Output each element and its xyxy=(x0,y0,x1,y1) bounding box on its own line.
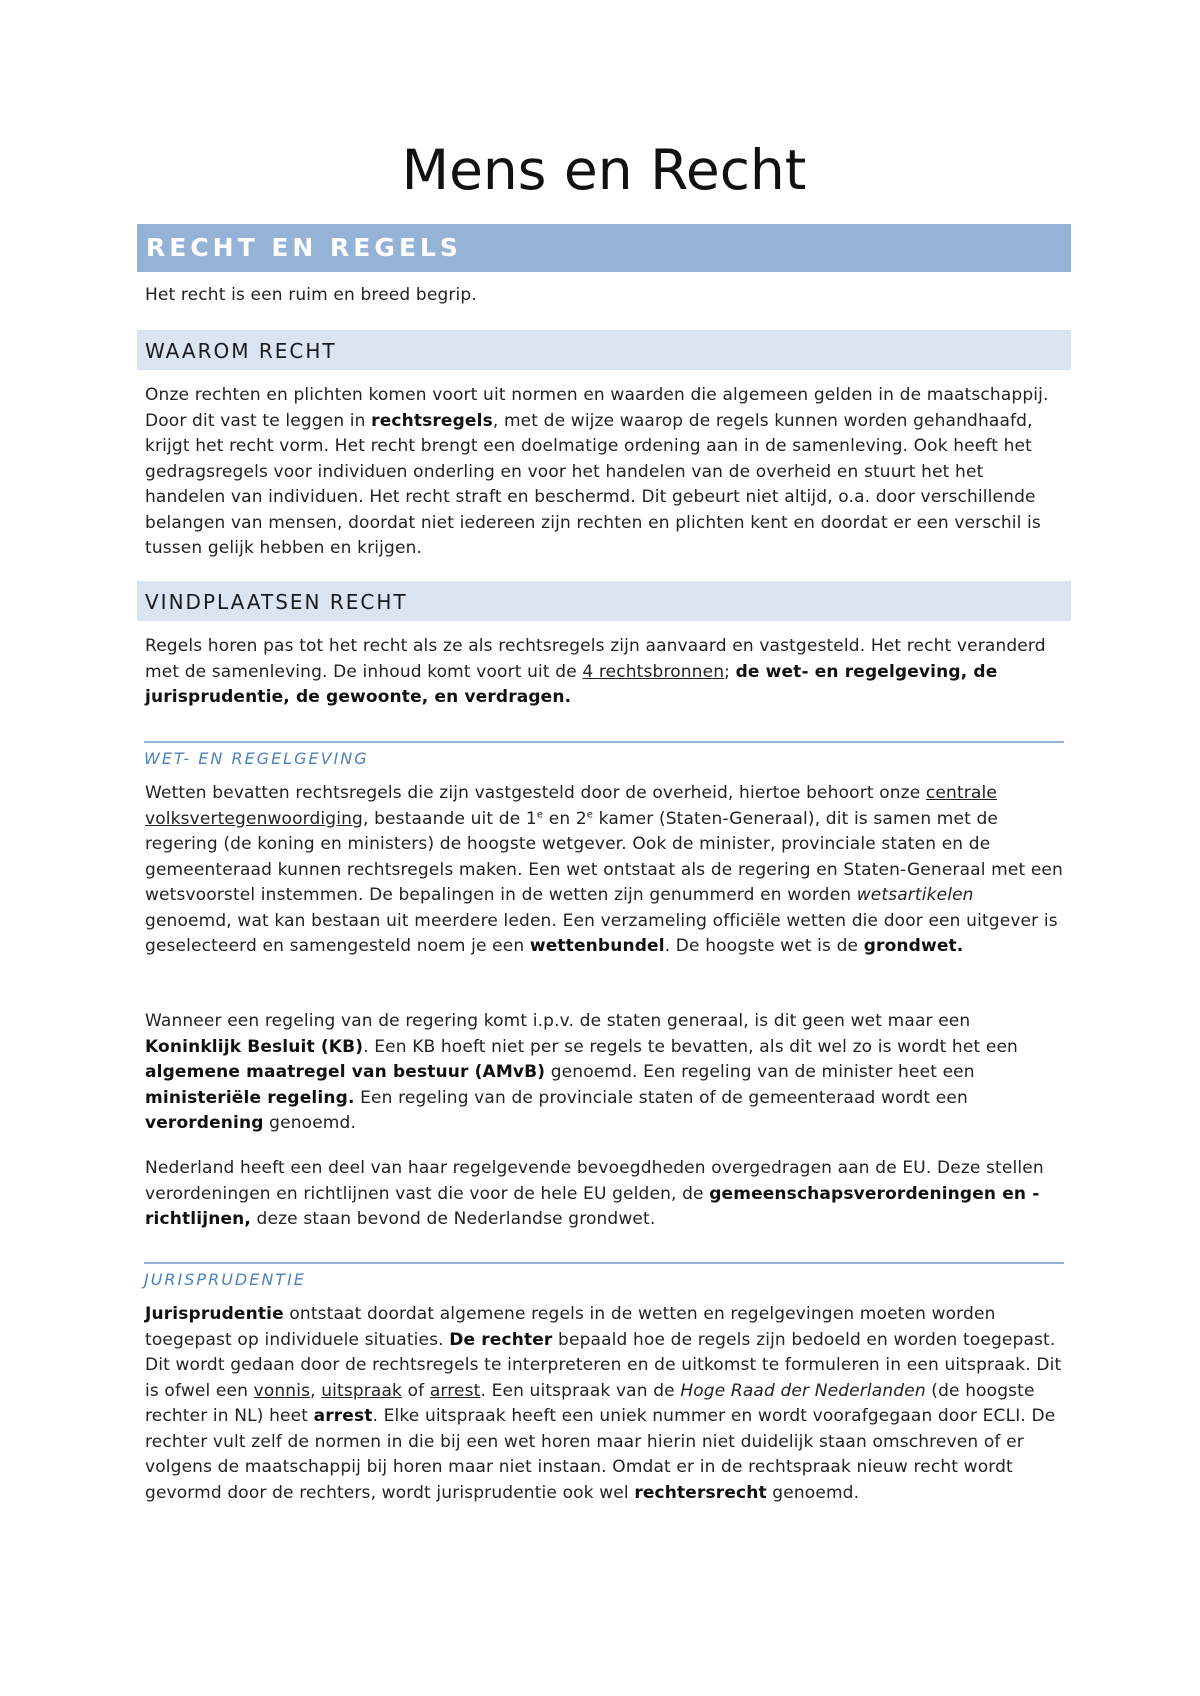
term-rechtsregels: rechtsregels xyxy=(371,410,493,431)
term-de-rechter: De rechter xyxy=(449,1329,553,1350)
jurisprudentie-paragraph: Jurisprudentie ontstaat doordat algemene regels in de wetten en regelgevingen moeten worden toegepast op individuele situaties. De rechter bepaald hoe de regels zijn bedoeld en worden toegepast. Dit wordt gedaan door de rechtsregels te interpreteren en de uitkomst te formuleren in een uitspraak. Dit is ofwel een vonnis, uitspraak of arrest. Een uitspraak van de Hoge Raad der Nederlanden (de hoogste rechter in NL) heet arrest. Elke uitspraak heeft een uniek nummer en wordt voorafgegaan door ECLI. De rechter vult zelf de normen in die bij een wet horen maar hierin niet duidelijk staan omschreven of er volgens de maatschappij bij horen maar niet instaan. Omdat er in de rechtspraak nieuw recht wordt gevormd door de rechters, wordt jurisprudentie ook wel rechtersrecht genoemd. xyxy=(145,1304,1062,1503)
term-gemeenschapsverordeningen: gemeenschapsverordeningen en -richtlijnen, xyxy=(145,1183,1040,1229)
term-grondwet: grondwet. xyxy=(863,936,964,956)
waarom-paragraph: Onze rechten en plichten komen voort uit normen en waarden die algemeen gelden in de maatschappij. Door dit vast te leggen in rechtsregels, met de wijze waarop de regels kunnen worden gehandhaafd, krijgt het recht vorm. Het recht brengt een doelmatige ordening aan in de samenleving. Ook heeft het gedragsregels voor individuen onderling en voor het handelen van de overheid en stuurt het het handelen van individuen. Het recht straft en beschermd. Dit gebeurt niet altijd, o.a. door verschillende belangen van mensen, doordat niet iedereen zijn rechten en plichten kent en doordat er een verschil is tussen gelijk hebben en krijgen. xyxy=(145,385,1049,558)
wet-paragraph-3: Nederland heeft een deel van haar regelgevende bevoegdheden overgedragen aan de EU. Deze stellen verordeningen en richtlijnen vast die voor de hele EU gelden, de gemeenschapsverordeningen en -richtlijnen, deze staan bevond de Nederlandse grondwet. xyxy=(145,1158,1044,1229)
term-koninklijk-besluit: Koninklijk Besluit (KB) xyxy=(145,1036,364,1057)
term-rechtsbronnen-list: de wet- en regelgeving, de jurisprudentie, de gewoonte, en verdragen. xyxy=(145,661,998,707)
term-ministeriele-regeling: ministeriële regeling. xyxy=(145,1087,355,1108)
heading-waarom-recht-text: WAAROM RECHT xyxy=(145,339,337,363)
term-arrest-underlined: arrest xyxy=(429,1380,481,1401)
vindplaatsen-paragraph: Regels horen pas tot het recht als ze als rechtsregels zijn aanvaard en vastgesteld. Het recht veranderd met de samenleving. De inhoud komt voort uit de 4 rechtsbronnen; de wet- en regelgeving, de jurisprudentie, de gewoonte, en verdragen. xyxy=(145,636,1046,707)
heading-wet-en-regelgeving-text: WET- EN REGELGEVING xyxy=(144,749,369,768)
term-rechtersrecht: rechtersrecht xyxy=(634,1482,767,1503)
heading-vindplaatsen-recht xyxy=(137,581,1071,621)
heading-waarom-recht xyxy=(137,330,1071,370)
term-jurisprudentie: Jurisprudentie xyxy=(145,1304,284,1324)
heading-jurisprudentie xyxy=(144,1262,1064,1290)
term-hoge-raad: Hoge Raad der Nederlanden xyxy=(680,1380,926,1401)
wet-paragraph-2: Wanneer een regeling van de regering komt i.p.v. de staten generaal, is dit geen wet maar een Koninklijk Besluit (KB). Een KB hoeft niet per se regels te bevatten, als dit wel zo is wordt het een algemene maatregel van bestuur (AMvB) genoemd. Een regeling van de minister heet een ministeriële regeling. Een regeling van de provinciale staten of de gemeenteraad wordt een verordening genoemd. xyxy=(145,1011,1018,1133)
term-uitspraak: uitspraak xyxy=(321,1380,403,1401)
intro-paragraph: Het recht is een ruim en breed begrip. xyxy=(145,285,477,305)
term-centrale-volksvertegenwoordiging: centrale volksvertegenwoordiging xyxy=(145,783,997,829)
term-verordening: verordening xyxy=(145,1113,264,1133)
wet-paragraph-1: Wetten bevatten rechtsregels die zijn vastgesteld door de overheid, hiertoe behoort onze centrale volksvertegenwoordiging, bestaande uit de 1e en 2e kamer (Staten-Generaal), dit is samen met de regering (de koning en ministers) de hoogste wetgever. Ook de minister, provinciale staten en de gemeenteraad kunnen rechtsregels maken. Een wet ontstaat als de regering en Staten-Generaal met een wetsvoorstel instemmen. De bepalingen in de wetten zijn genummerd en worden wetsartikelen genoemd, wat kan bestaan uit meerdere leden. Een verzameling officiële wetten die door een uitgever is geselecteerd en samengesteld noem je een wettenbundel. De hoogste wet is de grondwet. xyxy=(145,783,1063,956)
heading-jurisprudentie-text: JURISPRUDENTIE xyxy=(144,1270,306,1289)
term-4-rechtsbronnen: 4 rechtsbronnen xyxy=(582,661,725,682)
heading-vindplaatsen-recht-text: VINDPLAATSEN RECHT xyxy=(145,590,408,614)
heading-wet-en-regelgeving xyxy=(144,741,1064,769)
term-wetsartikelen: wetsartikelen xyxy=(856,885,974,905)
term-amvb: algemene maatregel van bestuur (AMvB) xyxy=(145,1062,546,1082)
term-arrest: arrest xyxy=(313,1406,373,1426)
document-title: Mens en Recht xyxy=(401,138,807,202)
term-vonnis: vonnis xyxy=(253,1380,311,1401)
term-wettenbundel: wettenbundel xyxy=(529,936,665,956)
heading-recht-en-regels-text: RECHT EN REGELS xyxy=(146,233,462,262)
document-page xyxy=(137,0,1071,1696)
heading-recht-en-regels xyxy=(137,224,1071,272)
